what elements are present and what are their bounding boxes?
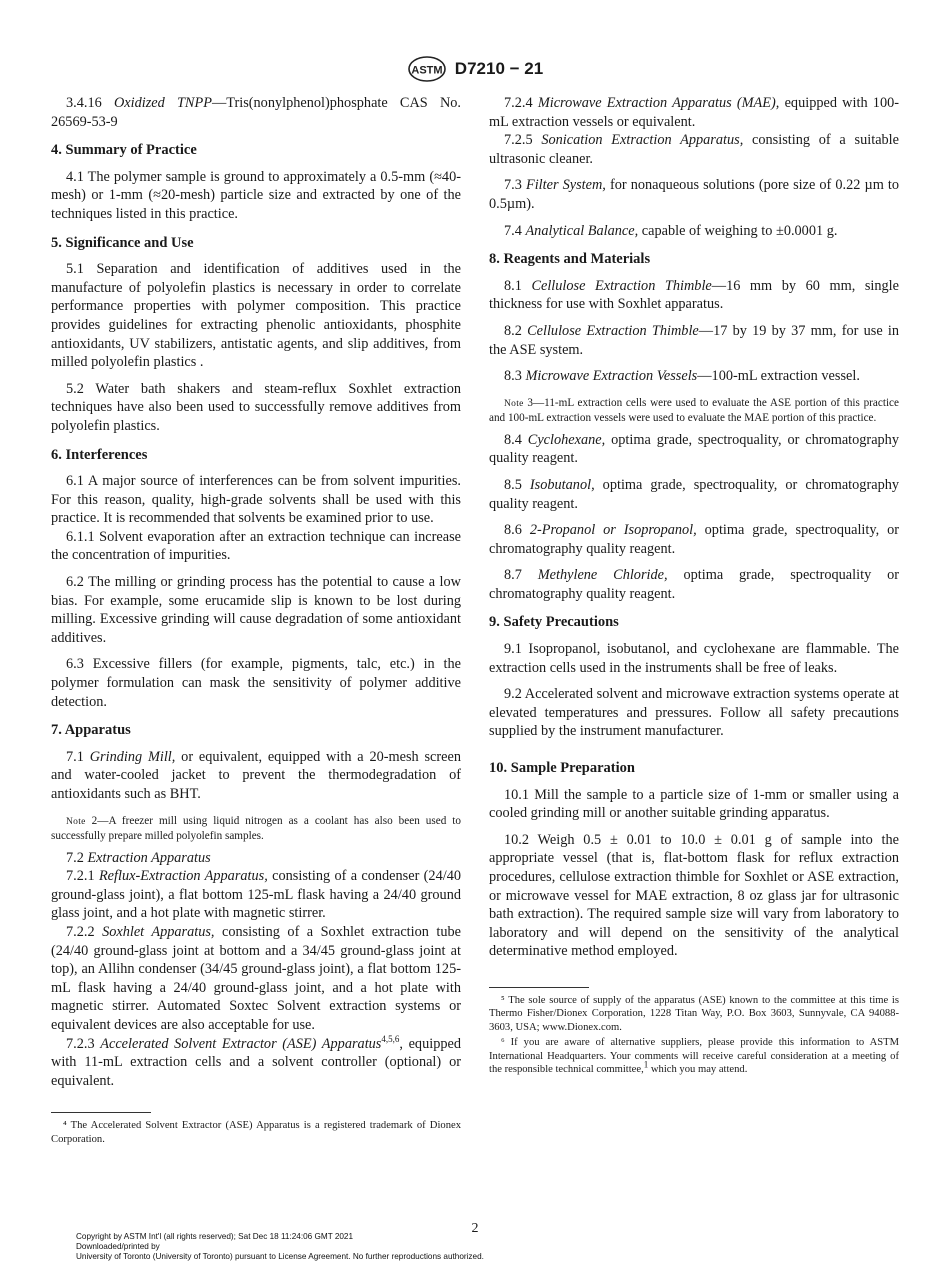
paragraph-7-2-4: 7.2.4 Microwave Extraction Apparatus (MAE), equipped with 100-mL extraction vessels or equivalent. <box>489 95 900 130</box>
paragraph-4-1: 4.1 The polymer sample is ground to approximately a 0.5-mm (≈40-mesh) or 1-mm (≈20-mesh) particle size and extracted by one of the techniques listed in this practice. <box>51 168 461 222</box>
paragraph-10-1: 10.1 Mill the sample to a particle size of 1-mm or smaller using a cooled grinding mill or another suitable grinding apparatus. <box>489 786 899 822</box>
right-column <box>489 94 899 1079</box>
section-10-heading: 10. Sample Preparation <box>489 760 635 777</box>
footnote-5: ⁵ The sole source of supply of the apparatus (ASE) known to the committee at this time is Thermo Fisher/Dionex Corporation, 1228 Titan Way, P.O. Box 3603, Sunnyvale, CA 94088-3603, USA; www.Dionex.com. <box>489 994 899 1033</box>
note-3: Note 3—11-mL extraction cells were used to evaluate the ASE portion of this practice and 100-mL extraction vessels were used to evaluate the MAE portion of this practice. <box>489 396 899 424</box>
paragraph-5-1: 5.1 Separation and identification of additives used in the manufacture of polyolefin plastics is necessary in order to correlate performance properties with polymer composition. This practice provides guidelines for extracting phenolic antioxidants, phosphite antioxidants, UV stabilizers, antistatic agents, and slip additives, from milled polyolefin plastics . <box>51 261 461 371</box>
paragraph-8-3: 8.3 Microwave Extraction Vessels—100-mL extraction vessel. <box>504 368 860 385</box>
footnote-6: ⁶ If you are aware of alternative suppliers, please provide this information to ASTM International Headquarters. Your comments will receive careful consideration at a meeting of the responsible technical committee,$^1$ which you may attend. <box>489 1037 899 1076</box>
note-2: Note 2—A freezer mill using liquid nitrogen as a coolant has also been used to successfully prepare milled polyolefin samples. <box>51 814 461 842</box>
paragraph-3-4-16: 3.4.16 Oxidized TNPP—Tris(nonylphenol)phosphate CAS No. 26569-53-9 <box>51 95 461 130</box>
paragraph-7-2-1: 7.2.1 Reflux-Extraction Apparatus, consisting of a condenser (24/40 ground-glass joint), a flat bottom 125-mL flask having a 24/40 ground glass joint, and a hot plate with magnetic stirrer. <box>51 868 462 922</box>
download-line: Downloaded/printed by <box>76 1242 160 1252</box>
section-4-heading: 4. Summary of Practice <box>51 142 197 159</box>
section-7-heading: 7. Apparatus <box>51 722 131 739</box>
footnote-divider <box>489 987 589 988</box>
paragraph-8-7: 8.7 Methylene Chloride, optima grade, spectroquality or chromatography quality reagent. <box>489 567 899 602</box>
footnote-divider <box>51 1112 151 1113</box>
paragraph-8-1: 8.1 Cellulose Extraction Thimble—16 mm by 60 mm, single thickness for use with Soxhlet apparatus. <box>489 277 899 313</box>
section-5-heading: 5. Significance and Use <box>51 234 194 251</box>
astm-logo-icon <box>407 56 447 82</box>
license-line: University of Toronto (University of Toronto) pursuant to License Agreement. No further reproductions authorized. <box>76 1252 484 1262</box>
page-header <box>0 56 950 82</box>
paragraph-6-3: 6.3 Excessive fillers (for example, pigments, talc, etc.) in the polymer formulation can mask the sensitivity of polymer additive detection. <box>51 656 461 710</box>
section-9-heading: 9. Safety Precautions <box>489 614 619 631</box>
paragraph-7-2-3: 7.2.3 Accelerated Solvent Extractor (ASE) Apparatus$^{4,5,6}$, equipped with 11-mL extraction cells and a solvent controller (optional) or equivalent. <box>51 1033 461 1089</box>
footnote-4: ⁴ The Accelerated Solvent Extractor (ASE) Apparatus is a registered trademark of Dionex Corporation. <box>51 1120 461 1145</box>
paragraph-9-2: 9.2 Accelerated solvent and microwave extraction systems operate at elevated temperatures and pressures. Follow all safety precautions supplied by the instrument manufacturer. <box>489 686 899 740</box>
paragraph-8-4: 8.4 Cyclohexane, optima grade, spectroquality, or chromatography quality reagent. <box>489 431 899 467</box>
paragraph-7-3: 7.3 Filter System, for nonaqueous solutions (pore size of 0.22 µm to 0.5µm). <box>489 177 900 212</box>
paragraph-6-1: 6.1 A major source of interferences can be from solvent impurities. For this reason, quality, high-grade solvents shall be used with this practice. It is recommended that solvents be examined prior to use. <box>51 473 461 527</box>
paragraph-5-2: 5.2 Water bath shakers and steam-reflux Soxhlet extraction techniques have also been used to successfully remove additives from polyolefin plastics. <box>51 380 461 434</box>
logo-text: ASTM <box>411 64 443 77</box>
paragraph-8-2: 8.2 Cellulose Extraction Thimble—17 by 19 by 37 mm, for use in the ASE system. <box>489 322 900 358</box>
left-column <box>51 94 461 1148</box>
copyright-line: Copyright by ASTM Int'l (all rights reserved); Sat Dec 18 11:24:06 GMT 2021 <box>76 1232 354 1241</box>
page-number: 2 <box>471 1221 479 1236</box>
paragraph-6-1-1: 6.1.1 Solvent evaporation after an extraction technique can increase the concentration of impurities. <box>51 528 461 564</box>
paragraph-7-2-5: 7.2.5 Sonication Extraction Apparatus, consisting of a suitable ultrasonic cleaner. <box>489 132 900 167</box>
document-id: D7210 − 21 <box>454 59 544 78</box>
paragraph-7-4: 7.4 Analytical Balance, capable of weighing to ±0.0001 g. <box>504 222 838 239</box>
paragraph-8-5: 8.5 Isobutanol, optima grade, spectroquality, or chromatography quality reagent. <box>489 476 900 512</box>
paragraph-7-2: 7.2 Extraction Apparatus <box>66 849 211 866</box>
paragraph-10-2: 10.2 Weigh 0.5 ± 0.01 to 10.0 ± 0.01 g of sample into the appropriate vessel (that is, flat-bottom flask for reflux extraction procedures, cellulose extraction thimble for Soxhlet or ASE extraction, or microwave vessel for MAE extraction, 8 oz glass jar for ultrasonic bath extraction). The required sample size will vary from laboratory to laboratory and will depend on the sensitivity of the analytical determinative method employed. <box>489 831 899 960</box>
copyright-notice <box>76 1232 484 1263</box>
paragraph-9-1: 9.1 Isopropanol, isobutanol, and cyclohexane are flammable. The extraction cells used in the instruments shall be free of leaks. <box>489 641 899 676</box>
section-6-heading: 6. Interferences <box>51 446 148 463</box>
section-8-heading: 8. Reagents and Materials <box>489 251 651 268</box>
paragraph-8-6: 8.6 2-Propanol or Isopropanol, optima grade, spectroquality, or chromatography quality reagent. <box>489 522 900 557</box>
paragraph-7-1: 7.1 Grinding Mill, or equivalent, equipped with a 20-mesh screen and water-cooled jacket to prevent the thermodegradation of antioxidants such as BHT. <box>51 748 462 802</box>
paragraph-7-2-2: 7.2.2 Soxhlet Apparatus, consisting of a Soxhlet extraction tube (24/40 ground-glass joint at bottom and a 34/45 ground-glass joint at top), an Allihn condenser (34/45 ground-glass joint), a flat bottom 125-mL flask having a 24/40 ground-glass joint, and a hot plate with magnetic stirrer. Automated Soxtec Solvent extraction systems or equivalent devices are also acceptable for use. <box>51 923 461 1033</box>
paragraph-6-2: 6.2 The milling or grinding process has the potential to cause a low bias. For example, some erucamide slip is known to be lost during milling. Excessive grinding will cause degradation of some antioxidant additives. <box>51 574 461 646</box>
